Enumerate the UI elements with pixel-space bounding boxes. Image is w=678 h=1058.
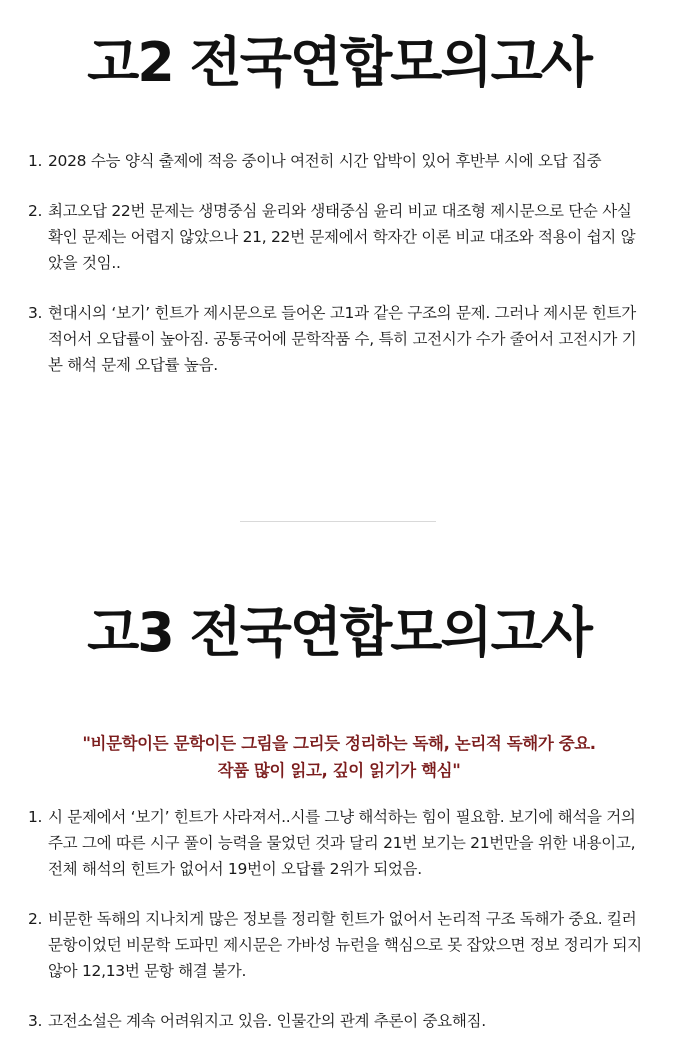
item-text: 시 문제에서 ‘보기’ 힌트가 사라져서..시를 그냥 해석하는 힘이 필요함. 보기에 해석을 거의 주고 그에 따른 시구 풀이 능력을 물었던 것과 달리 21번 보기는 21번만을 위한 내용이고, 전체 해석의 힌트가 없어서 19번이 오답률 2위가 되었음. [48,808,636,878]
list-item [28,906,648,984]
section1-list [28,148,648,378]
item-number: 1. [28,808,43,826]
item-text: 2028 수능 양식 출제에 적응 중이나 여전히 시간 압박이 있어 후반부 시에 오답 집중 [48,152,602,170]
section1-title: 고2 전국연합모의고사 [87,31,591,94]
item-number: 2. [28,202,43,220]
section-divider [240,521,436,522]
item-text: 비문한 독해의 지나치게 많은 정보를 정리할 힌트가 없어서 논리적 구조 독해가 중요. 킬러 문항이었던 비문학 도파민 제시문은 가바성 뉴런을 핵심으로 못 잡았으면 정보 정리가 되지 않아 12,13번 문항 해결 불가. [48,910,642,980]
item-number: 2. [28,910,43,928]
list-item [28,1008,648,1034]
list-item [28,148,648,174]
item-number: 3. [28,1012,43,1030]
list-item [28,198,648,276]
quote-line-1: "비문학이든 문학이든 그림을 그리듯 정리하는 독해, 논리적 독해가 중요. [82,734,596,753]
item-text: 최고오답 22번 문제는 생명중심 윤리와 생태중심 윤리 비교 대조형 제시문으로 단순 사실 확인 문제는 어렵지 않았으나 21, 22번 문제에서 학자간 이론 비교 대조와 적용이 쉽지 않았을 것임.. [48,202,636,272]
item-text: 현대시의 ‘보기’ 힌트가 제시문으로 들어온 고1과 같은 구조의 문제. 그러나 제시문 힌트가 적어서 오답률이 높아짐. 공통국어에 문학작품 수, 특히 고전시가 수가 줄어서 고전시가 기본 해석 문제 오답률 높음. [48,304,637,374]
item-text: 고전소설은 계속 어려워지고 있음. 인물간의 관계 추론이 중요해짐. [48,1012,486,1030]
section2-list [28,804,648,1034]
item-number: 1. [28,152,43,170]
list-item [28,804,648,882]
key-quote [20,730,658,784]
section2-title: 고3 전국연합모의고사 [87,601,591,664]
item-number: 3. [28,304,43,322]
list-item [28,300,648,378]
quote-line-2: 작품 많이 읽고, 깊이 읽기가 핵심" [217,761,461,780]
